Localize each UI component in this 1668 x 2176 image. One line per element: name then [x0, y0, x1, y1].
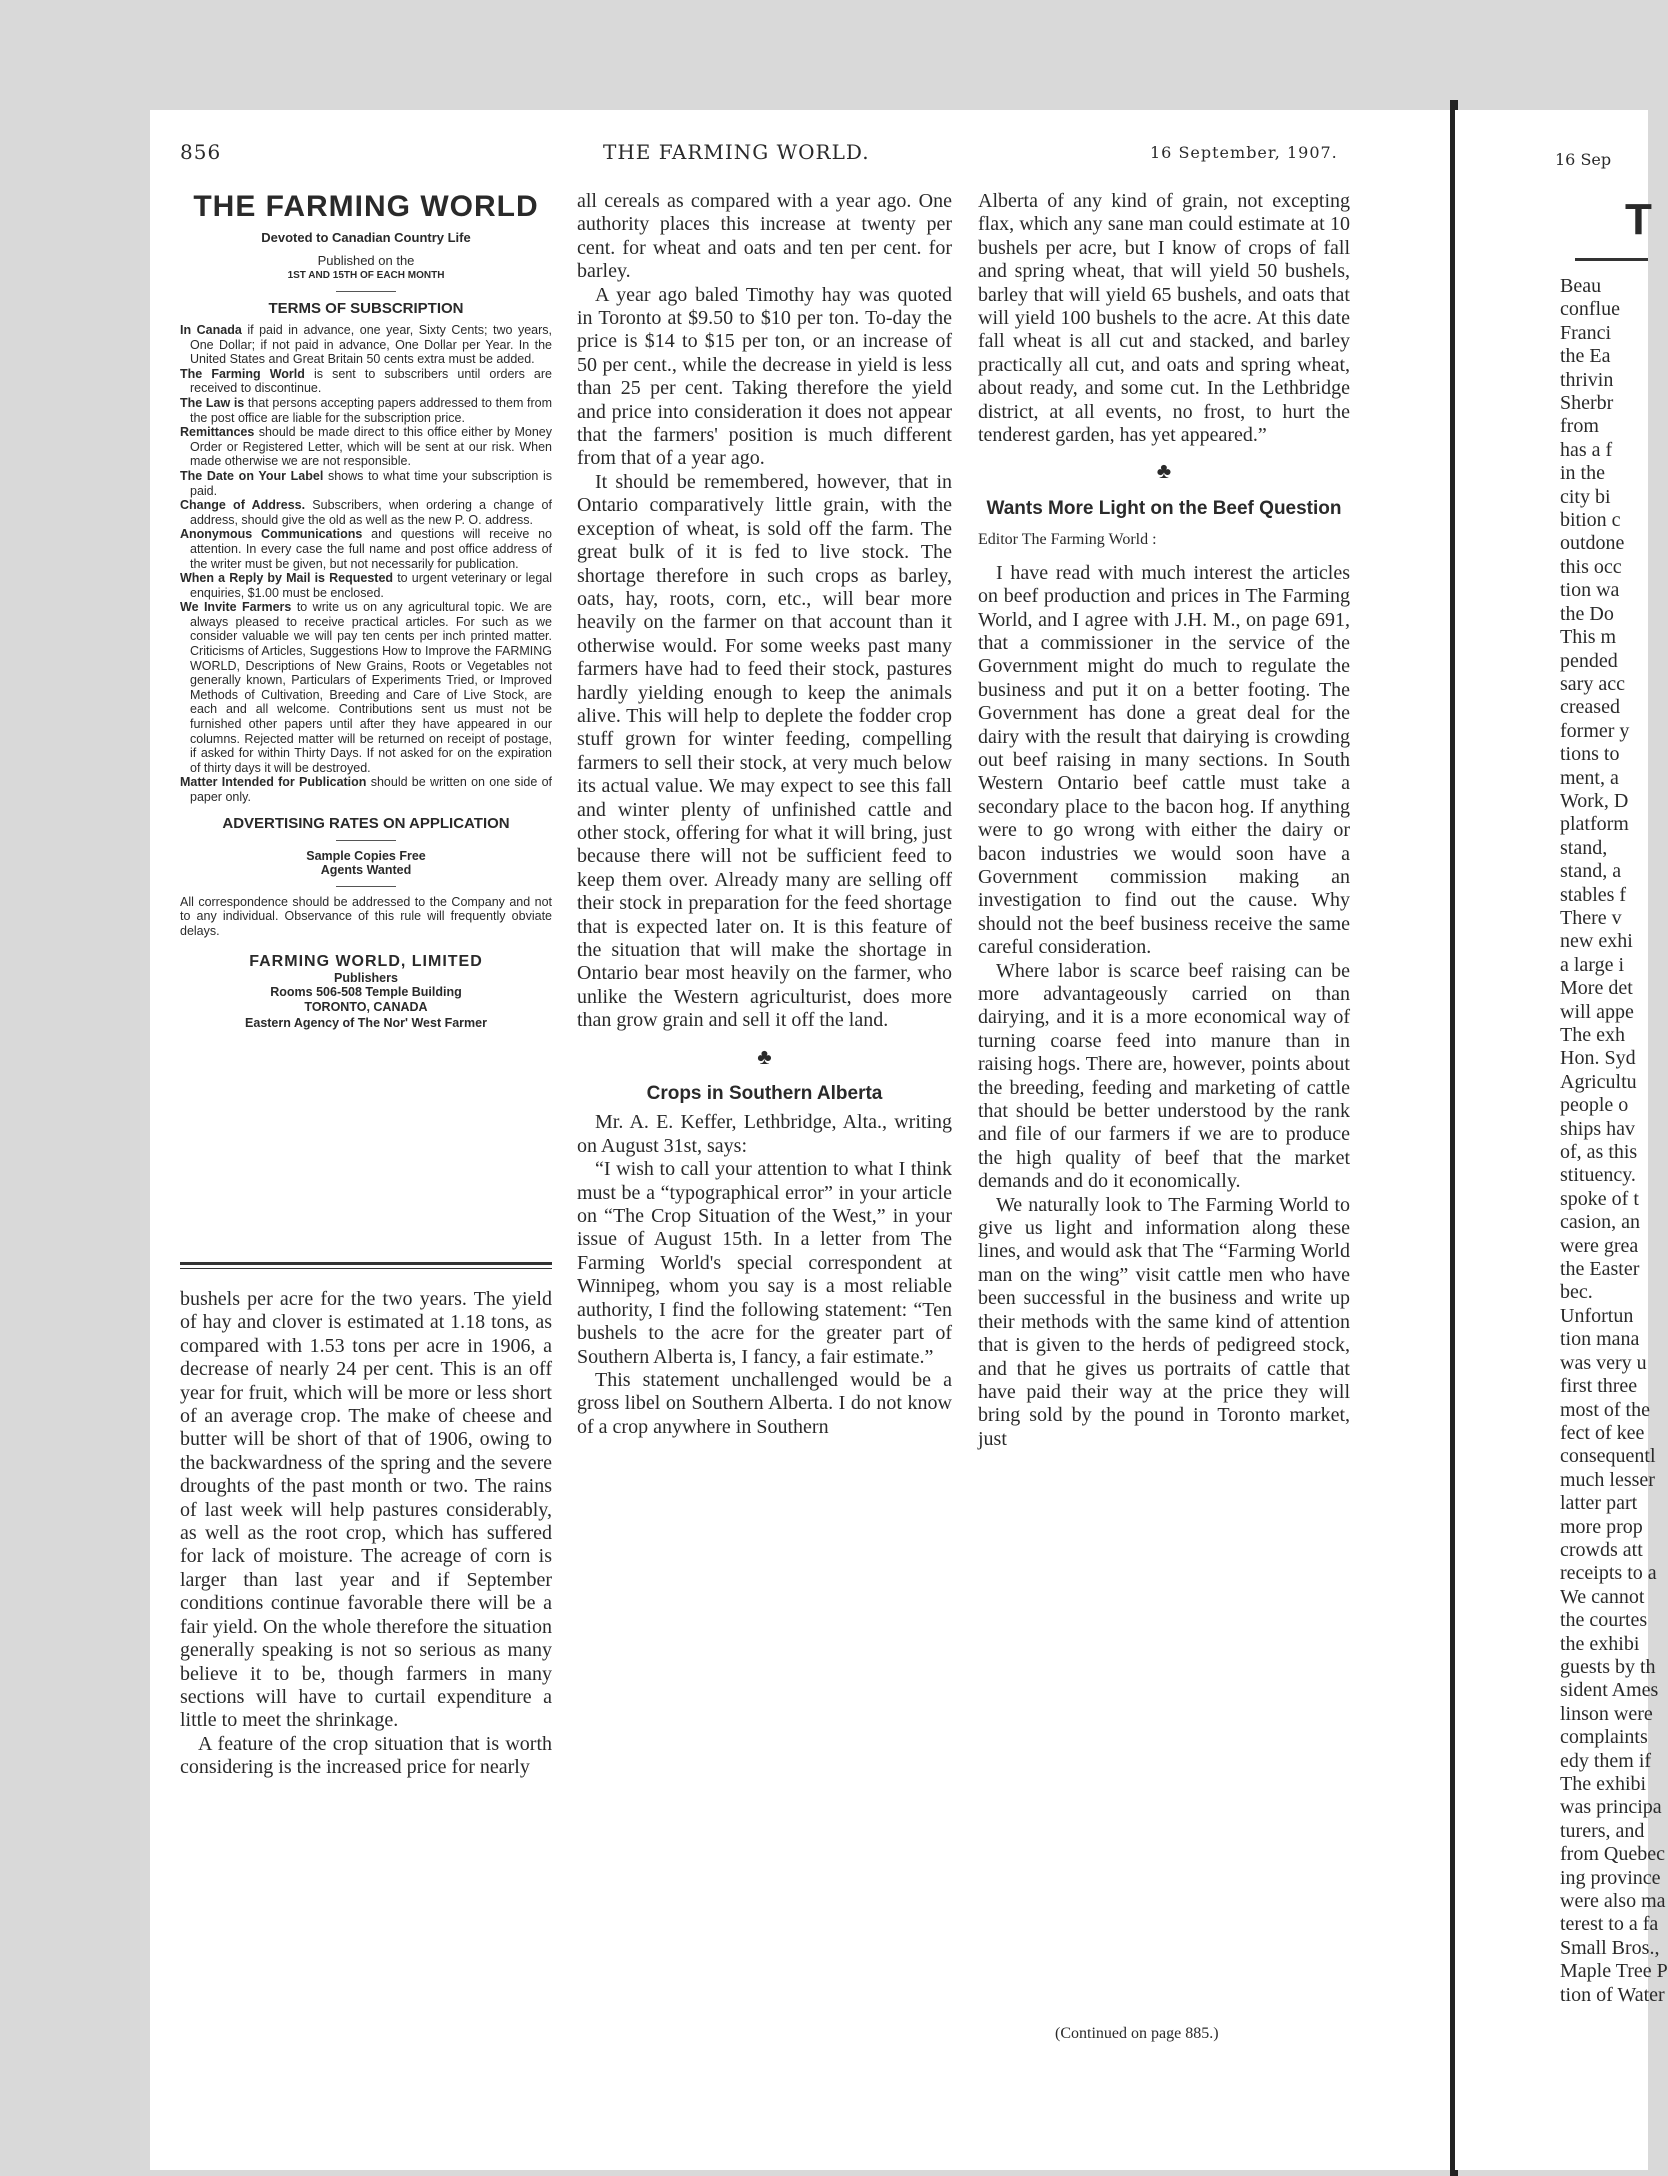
terms-item — [180, 600, 552, 775]
next-page-line: the exhibi — [1560, 1632, 1640, 1655]
paragraph: This statement unchallenged would be a gross libel on Southern Alberta. I do not know of a crop anywhere in Southern — [577, 1368, 952, 1438]
column-3 — [978, 190, 1350, 1451]
next-page-line: turers, and — [1560, 1819, 1645, 1842]
next-page-line: Sherbr — [1560, 392, 1614, 415]
next-page-line: ment, a — [1560, 766, 1619, 789]
terms-item-key: Anonymous Communications — [180, 527, 363, 542]
next-page-line: casion, an — [1560, 1211, 1640, 1234]
terms-item — [180, 469, 552, 498]
next-page-line: stables f — [1560, 883, 1627, 906]
article-heading-alberta: Crops in Southern Alberta — [646, 1083, 883, 1105]
next-page-line: tion of Water — [1560, 1983, 1665, 2006]
next-page-line: Franci — [1560, 321, 1612, 344]
terms-item-text: to write us on any agricultural topic. We are always pleased to receive practical articles. For such as we consider valuable we will pay ten cents per inch printed matter. Criticisms of Articles, Suggestions How to Improve the FARMING WORLD, Descriptions of New Grains, Roots or Vegetables not generally known, Particulars of Experiments Tried, or Improved Methods of Cultivation, Breeding and Care of Live Stock, are each and all welcome. Contributions sent us must not be furnished other papers until after they have appeared in our columns. Rejected matter will be returned on receipt of postage, if asked for within Thirty Days. If not asked for on the expiration of thirty days it will be destroyed. — [190, 600, 552, 775]
editor-salutation: Editor The Farming World : — [978, 531, 1157, 549]
paragraph: all cereals as compared with a year ago. One authority places this increase at twenty per cent. for wheat and oats and ten per cent. for barley. — [577, 190, 952, 283]
terms-item — [180, 498, 552, 527]
publisher-name: FARMING WORLD, LIMITED — [249, 952, 483, 970]
paragraph: It should be remembered, however, that in Ontario comparatively little grain, with the exception of wheat, is sold off the farm. The great bulk of it is fed to live stock. The shortage therefore in such crops as barley, oats, hay, roots, corn, etc., will bear more heavily on the farmer on that account than it otherwise would. For some weeks past many farmers have had to feed their stock, pastures hardly yielding enough to keep the animals alive. This will help to deplete the fodder crop stuff grown for winter feeding, compelling farmers to sell their stock, at very much below its actual value. We may expect to see this fall and winter plenty of unfinished cattle and other stock, offering for what it will bring, just because there will not be sufficient feed to keep them over. Already many are selling off their stock in preparation for the feed shortage that is expected later on. It is this feature of the situation that will make the shortage in Ontario bear most heavily on the farmer, who unlike the Western agriculturist, does more than grow grain and sell it off the land. — [577, 470, 952, 1032]
terms-item-text: should be written on one side of paper only. — [190, 775, 552, 804]
next-page-title-letter: T — [1625, 195, 1652, 244]
agents-wanted: Agents Wanted — [320, 863, 412, 878]
masthead-tagline: Devoted to Canadian Country Life — [261, 230, 471, 245]
paragraph: Mr. A. E. Keffer, Lethbridge, Alta., writing on August 31st, says: — [577, 1111, 952, 1157]
next-page-line: were also ma — [1560, 1890, 1666, 1913]
terms-item-key: Change of Address. — [180, 498, 306, 513]
article-heading-beef: Wants More Light on the Beef Question — [986, 497, 1342, 519]
issue-date: 16 September, 1907. — [1150, 143, 1338, 162]
next-page-text — [1560, 275, 1668, 2007]
next-page-line: crowds att — [1560, 1538, 1643, 1561]
next-page-line: has a f — [1560, 438, 1613, 461]
next-page-line: sident Ames — [1560, 1679, 1659, 1702]
next-page-line: Work, D — [1560, 789, 1629, 812]
correspondence-note: All correspondence should be addressed to the Company and not to any individual. Observance of this rule will frequently obviate delays. — [180, 894, 552, 938]
next-page-line: receipts to a — [1560, 1562, 1657, 1585]
next-page-line: conflue — [1560, 298, 1620, 321]
next-page-line: the Do — [1560, 602, 1614, 625]
next-page-line: platform — [1560, 813, 1629, 836]
next-page-line: people o — [1560, 1094, 1629, 1117]
terms-item-text: Subscribers, when ordering a change of address, should give the old as well as the new P. O. address. — [190, 498, 552, 527]
divider — [336, 886, 396, 887]
terms-item — [180, 367, 552, 396]
next-page-line: stand, a — [1560, 860, 1622, 883]
terms-item-key: The Farming World — [180, 366, 305, 381]
terms-heading: TERMS OF SUBSCRIPTION — [268, 300, 464, 317]
next-page-line: this occ — [1560, 555, 1622, 578]
next-page-line: The exhibi — [1560, 1773, 1647, 1795]
running-title: THE FARMING WORLD. — [603, 140, 870, 164]
next-page-line: tion wa — [1560, 579, 1620, 602]
next-page-line: More det — [1560, 977, 1633, 1000]
next-page-line: of, as this — [1560, 1141, 1638, 1164]
next-page-line: bec. — [1560, 1281, 1593, 1304]
next-page-header: 16 Sep — [1555, 150, 1612, 169]
divider — [336, 840, 396, 841]
terms-item — [180, 425, 552, 469]
published-line: Published on the — [317, 253, 415, 268]
terms-item-text: that persons accepting papers addressed to them from the post office are liable for the subscription price. — [190, 395, 553, 425]
next-page-line: thrivin — [1560, 368, 1614, 391]
next-page-line: the Ea — [1560, 345, 1611, 368]
paragraph: A feature of the crop situation that is worth considering is the increased price for nearly — [180, 1732, 552, 1779]
next-page-line: linson were — [1560, 1702, 1653, 1725]
ornament-icon: ♣ — [757, 1043, 772, 1069]
terms-item — [180, 571, 552, 600]
next-page-line: city bi — [1560, 485, 1611, 508]
column-2 — [577, 190, 952, 1439]
terms-item-key: The Date on Your Label — [180, 468, 324, 483]
next-page-line: tions to — [1560, 743, 1620, 766]
paragraph: “I wish to call your attention to what I think must be a “typographical error” in your article on “The Crop Situation of the West,” in your issue of August 15th. In a letter from The Farming World's special correspondent at Winnipeg, whom you say is a most reliable authority, I find the following statement: “Ten bushels to the acre for the greater part of Southern Alberta is, I fancy, a fair estimate.” — [577, 1158, 952, 1368]
next-page-line: This m — [1560, 626, 1617, 649]
next-page-line: The exh — [1560, 1024, 1625, 1046]
ornament-icon: ♣ — [1156, 458, 1172, 484]
terms-item-text: should be made direct to this office either by Money Order or Registered Letter, which will be sent at our risk. When made otherwise we are not responsible. — [190, 425, 552, 469]
next-page-line: Small Bros., — [1560, 1936, 1660, 1959]
terms-item-text: and questions will receive no attention. In every case the full name and post office address of the writer must be given, but not necessarily for publication. — [190, 527, 553, 571]
column-1-continued — [180, 1288, 552, 1780]
next-page-line: from Quebec — [1560, 1843, 1665, 1866]
terms-item-text: if paid in advance, one year, Sixty Cents; two years, One Dollar; if not paid in advance, One Dollar per Year. In the United States and Great Britain 50 cents extra must be added. — [190, 323, 552, 367]
masthead — [180, 190, 552, 1031]
masthead-rule — [180, 1262, 552, 1265]
next-page-line: terest to a fa — [1560, 1913, 1659, 1936]
terms-item — [180, 396, 552, 425]
paragraph: Where labor is scarce beef raising can be more advantageously carried on than dairying, and it is a more economical way of turning coarse feed into manure than in raising hogs. There are, however, points about the breeding, feeding and marketing of cattle that should be better understood by the rank and file of our farmers if we are to produce the high quality of beef that the market demands and do it economically. — [978, 959, 1350, 1193]
next-page-line: creased — [1560, 696, 1620, 719]
next-page-line: former y — [1560, 719, 1630, 742]
terms-item-key: In Canada — [180, 323, 242, 337]
next-page-line: stand, — [1560, 836, 1608, 859]
next-page-line: most of the — [1560, 1398, 1650, 1421]
continued-note: (Continued on page 885.) — [1055, 2025, 1219, 2042]
terms-item-text: to urgent veterinary or legal enquiries, $1.00 must be enclosed. — [190, 571, 553, 600]
next-page-line: were grea — [1560, 1234, 1639, 1257]
next-page-line: new exhi — [1560, 930, 1633, 953]
publishers-label: Publishers — [334, 970, 398, 985]
next-page-line: spoke of t — [1560, 1187, 1639, 1210]
sample-copies: Sample Copies Free — [306, 848, 426, 863]
terms-item-key: The Law is — [180, 395, 245, 410]
published-schedule: 1ST AND 15TH OF EACH MONTH — [287, 270, 445, 281]
next-page-line: stituency. — [1560, 1164, 1636, 1187]
next-page-line: from — [1560, 415, 1599, 438]
paragraph: bushels per acre for the two years. The yield of hay and clover is estimated at 1.18 tons, as compared with 1.53 tons per acre in 1906, a decrease of nearly 24 per cent. This is an off year for fruit, which will be more or less short of an average crop. The make of cheese and butter will be short of that of 1906, owing to the backwardness of the spring and the severe droughts of the past month or two. The rains of last week will help pastures considerably, as well as the root crop, which has suffered for lack of moisture. The acreage of corn is larger than last year and if September conditions continue favorable there will be a fair yield. On the whole therefore the situation generally speaking is not so serious as many believe it to be, though farmers in many sections will have to curtail expenditure a little to meet the shrinkage. — [180, 1288, 552, 1732]
next-page-line: will appe — [1560, 1000, 1634, 1023]
next-page-line: Agricultu — [1560, 1070, 1637, 1093]
page-number: 856 — [180, 140, 222, 164]
eastern-agency: Eastern Agency of The Nor' West Farmer — [245, 1016, 487, 1031]
next-page-line: complaints — [1560, 1726, 1648, 1749]
next-page-line: was principa — [1560, 1796, 1662, 1819]
next-page-line: fect of kee — [1560, 1421, 1645, 1444]
next-page-line: Hon. Syd — [1560, 1047, 1636, 1070]
next-page-line: There v — [1560, 906, 1622, 929]
terms-item — [180, 527, 552, 571]
terms-item — [180, 323, 552, 367]
next-page-line: Maple Tree P — [1560, 1960, 1668, 1983]
paragraph: I have read with much interest the articles on beef production and prices in The Farming World, and I agree with J.H. M., on page 691, that a commissioner in the service of the Government might do much to regulate the business and put it on a better footing. The Government has done a great deal for the dairy with the result that dairying is crowding out beef raising in many sections. In South Western Ontario beef cattle must take a secondary place to the bacon hog. If anything were to go wrong with either the dairy or bacon industries we would soon have a Government commission making an investigation to find out the cause. Why should not the beef business receive the same careful consideration. — [978, 561, 1350, 959]
next-page-line: We cannot — [1560, 1585, 1645, 1608]
terms-item-text: shows to what time your subscription is paid. — [190, 468, 552, 498]
next-page-line: in the — [1560, 462, 1605, 485]
terms-item-key: We Invite Farmers — [180, 600, 292, 615]
next-page-line: outdone — [1560, 532, 1625, 555]
terms-item-key: Matter Intended for Publication — [180, 775, 367, 790]
advertising-rates: ADVERTISING RATES ON APPLICATION — [222, 814, 510, 832]
masthead-rule-thin — [180, 1268, 552, 1269]
next-page-line: the courtes — [1560, 1609, 1648, 1632]
next-page-line: ing province — [1560, 1866, 1661, 1889]
next-page-line: bition c — [1560, 509, 1621, 532]
next-page-line: sary acc — [1560, 672, 1625, 695]
next-page-line: latter part — [1560, 1492, 1638, 1515]
next-page-line: much lesser — [1560, 1468, 1655, 1491]
next-page-line: was very u — [1560, 1351, 1647, 1374]
terms-item-text: is sent to subscribers until orders are received to discontinue. — [190, 366, 552, 396]
next-page-line: first three — [1560, 1375, 1638, 1398]
terms-list — [180, 323, 552, 805]
next-page-line: Beau — [1560, 275, 1602, 297]
divider — [336, 291, 396, 292]
terms-item — [180, 775, 552, 804]
terms-item-key: Remittances — [180, 425, 255, 440]
next-page-line: Unfortun — [1560, 1304, 1634, 1327]
next-page-line: edy them if — [1560, 1749, 1652, 1772]
address-line-1: Rooms 506-508 Temple Building — [270, 985, 462, 1000]
next-page-line: the Easter — [1560, 1258, 1640, 1281]
terms-item-key: When a Reply by Mail is Requested — [180, 571, 394, 586]
next-page-line: more prop — [1560, 1515, 1643, 1538]
paragraph: A year ago baled Timothy hay was quoted in Toronto at $9.50 to $10 per ton. To-day the price is $14 to $15 per ton, or an increase of 50 per cent., while the decrease in yield is less than 25 per cent. Taking therefore the yield and price into consideration it does not appear that the farmers' position is much different from that of a year ago. — [577, 283, 952, 470]
address-line-2: TORONTO, CANADA — [304, 999, 428, 1014]
next-page-line: tion mana — [1560, 1328, 1640, 1351]
paragraph: Alberta of any kind of grain, not excepting flax, which any sane man could estimate at 10 bushels per acre, but I know of crops of fall and spring wheat, that will yield 50 bushels, barley that will yield 65 bushels, and oats that will yield 100 bushels to the acre. At this date fall wheat is all cut and stacked, and barley practically all cut, and oats and spring wheat, about ready, and some cut. In the Lethbridge district, at all events, no frost, to hurt the tenderest garden, has yet appeared.” — [978, 190, 1350, 447]
next-page-line: a large i — [1560, 953, 1625, 976]
next-page-line: guests by th — [1560, 1655, 1656, 1678]
next-page-line: pended — [1560, 649, 1618, 672]
next-page-line: consequentl — [1560, 1445, 1656, 1468]
paragraph: We naturally look to The Farming World to give us light and information along these lines, and would ask that The “Farming World man on the wing” visit cattle men who have been successful in the business and write up their methods with the same kind of attention that is given to the herds of pedigreed stock, and that he gives us portraits of cattle that have paid their way at the price they will bring sold by the pound in Toronto market, just — [978, 1193, 1350, 1450]
masthead-title: THE FARMING WORLD — [193, 190, 539, 223]
next-page-line: ships hav — [1560, 1117, 1635, 1140]
next-page-rule — [1575, 258, 1648, 261]
